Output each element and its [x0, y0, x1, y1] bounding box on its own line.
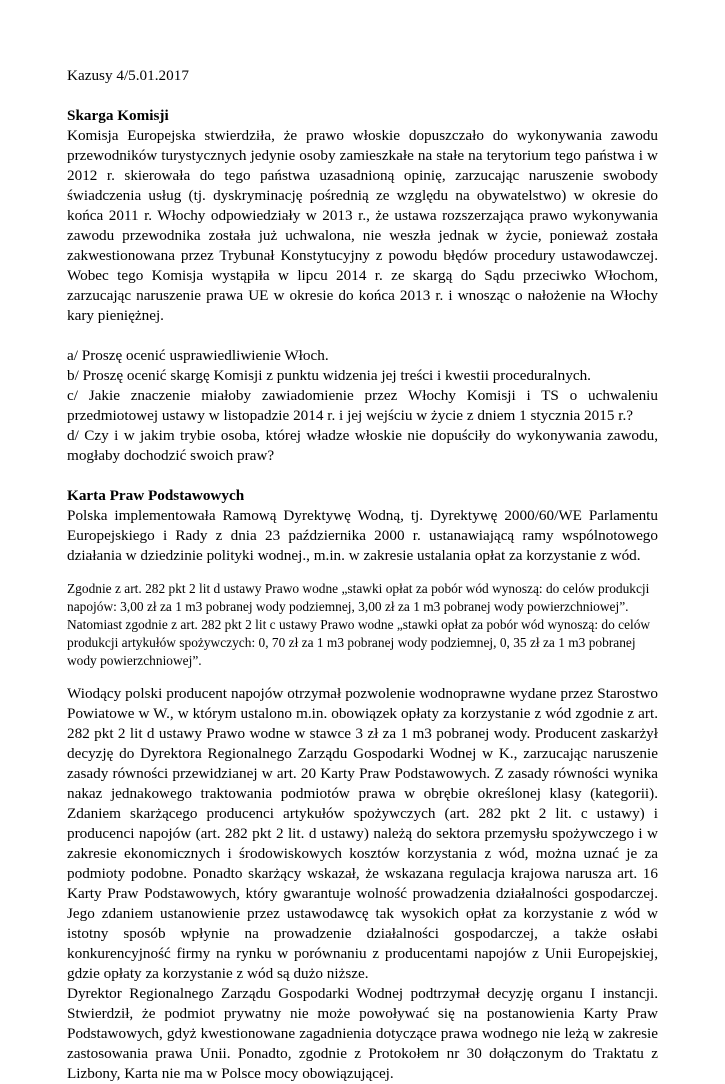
section1-paragraph: Komisja Europejska stwierdziła, że prawo włoskie dopuszczało do wykonywania zawodu przewodników turystycznych jedynie osoby zamieszkałe na stałe na terytorium tego państwa i w 2012 r. skierowała do tego państwa uzasadnioną opinię, zarzucając naruszenie swobody świadczenia usług (tj. dyskryminację pośrednią ze względu na obywatelstwo) w okresie do końca 2011 r. Włochy odpowiedziały w 2013 r., że ustawa rozszerzająca prawo wykonywania zawodu przewodnika została już uchwalona, nie weszła jednak w życie, ponieważ została zakwestionowana przez Trybunał Konstytucyjny z powodu błędów procedury ustawodawczej. Wobec tego Komisja wystąpiła w lipcu 2014 r. ze skargą do Sądu przeciwko Włochom, zarzucając naruszenie prawa UE w okresie do końca 2013 r. i wnosząc o nałożenie na Włochy kary pieniężnej. — [67, 127, 658, 324]
question-a: a/ Proszę ocenić usprawiedliwienie Włoch. — [67, 347, 329, 364]
section2-intro: Polska implementowała Ramową Dyrektywę Wodną, tj. Dyrektywę 2000/60/WE Parlamentu Europejskiego i Rady z dnia 23 października 2000 r. ustanawiającą ramy wspólnotowego działania w dziedzinie polityki wodnej., m.in. w zakresie ustalania opłat za korzystanie z wód. — [67, 507, 658, 564]
section-heading-karta-praw: Karta Praw Podstawowych — [67, 487, 245, 504]
quote-art-282-lit-d: Zgodnie z art. 282 pkt 2 lit d ustawy Prawo wodne „stawki opłat za pobór wód wynoszą: do celów produkcji napojów: 3,00 zł za 1 m3 pobranej wody podziemnej, 3,00 zł za 1 m3 pobranej wody powierzchniowej”. — [67, 581, 650, 614]
question-c: c/ Jakie znaczenie miałoby zawiadomienie przez Włochy Komisji i TS o uchwaleniu przedmiotowej ustawy w listopadzie 2014 r. i jej wejściu w życie z dniem 1 stycznia 2015 r.? — [67, 387, 658, 424]
section-heading-skarga-komisji: Skarga Komisji — [67, 107, 169, 124]
section2-paragraph1: Wiodący polski producent napojów otrzymał pozwolenie wodnoprawne wydane przez Starostwo Powiatowe w W., w którym ustalono m.in. obowiązek opłaty za korzystanie z wód zgodnie z art. 282 pkt 2 lit d ustawy Prawo wodne w stawce 3 zł za 1 m3 pobranej wody. Producent zaskarżył decyzję do Dyrektora Regionalnego Zarządu Gospodarki Wodnej w K., zarzucając naruszenie zasady równości przewidzianej w art. 20 Karty Praw Podstawowych. Z zasady równości wynika nakaz jednakowego traktowania podmiotów prawa w obrębie określonej klasy (kategorii). Zdaniem skarżącego producenci artykułów spożywczych (art. 282 pkt 2 lit. c ustawy) i producenci napojów (art. 282 pkt 2 lit. d ustawy) należą do sektora przemysłu spożywczego i w zakresie ekonomicznych i środowiskowych kosztów korzystania z wód, można uznać je za podmioty podobne. Ponadto skarżący wskazał, że wskazana regulacja krajowa narusza art. 16 Karty Praw Podstawowych, który gwarantuje wolność prowadzenia działalności gospodarczej. Jego zdaniem ustanowienie przez ustawodawcę tak wysokich opłat za korzystanie z wód w istotny sposób wpłynie na prowadzenie działalności gospodarczej, a także osłabi konkurencyjność firmy na rynku w porównaniu z producentami napojów z Unii Europejskiej, gdzie opłaty za korzystanie z wód są dużo niższe. — [67, 685, 658, 982]
section2-paragraph2: Dyrektor Regionalnego Zarządu Gospodarki Wodnej podtrzymał decyzję organu I instancji. Stwierdził, że podmiot prywatny nie może powoływać się na postanowienia Karty Praw Podstawowych, gdyż kwestionowane zagadnienia dotyczące prawa wodnego nie leżą w zakresie zastosowania prawa Unii. Ponadto, zgodnie z Protokołem nr 30 dołączonym do Traktatu z Lizbony, Karta nie ma w Polsce mocy obowiązującej. — [67, 985, 658, 1082]
question-b: b/ Proszę ocenić skargę Komisji z punktu widzenia jej treści i kwestii proceduralnych. — [67, 367, 591, 384]
quote-art-282-lit-c: Natomiast zgodnie z art. 282 pkt 2 lit c ustawy Prawo wodne „stawki opłat za pobór wód wynoszą: do celów produkcji artykułów spożywczych: 0, 70 zł za 1 m3 pobranej wody podziemnej, 0, 35 zł za 1 m3 pobranej wody powierzchniowej”. — [67, 617, 651, 668]
question-d: d/ Czy i w jakim trybie osoba, której władze włoskie nie dopuściły do wykonywania zawodu, mogłaby dochodzić swoich praw? — [67, 427, 658, 464]
document-title: Kazusy 4/5.01.2017 — [67, 67, 189, 84]
